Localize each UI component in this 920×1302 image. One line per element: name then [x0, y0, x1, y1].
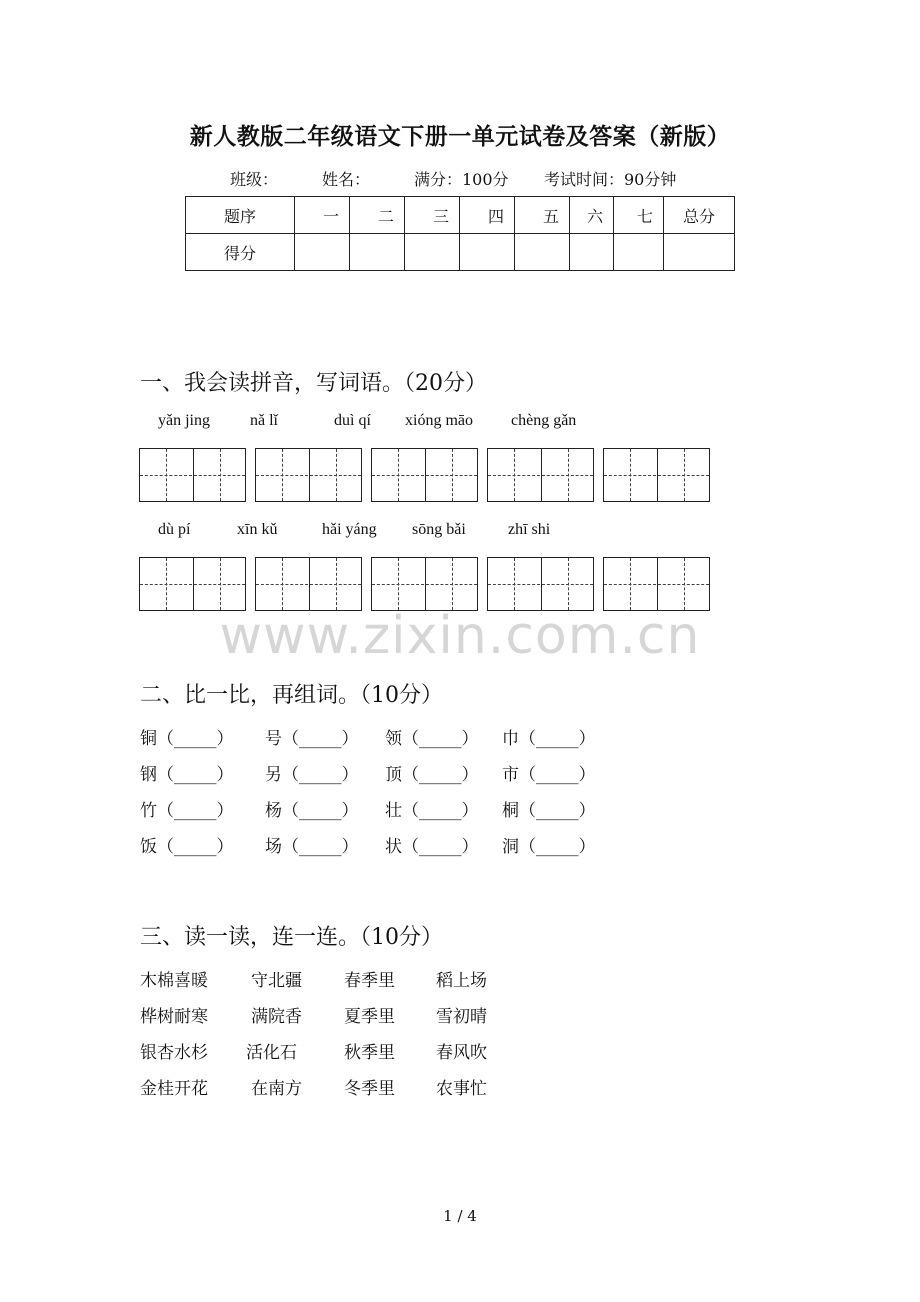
score-entry-cell[interactable] — [614, 234, 664, 271]
table-cell: 二 — [350, 197, 405, 234]
match-item[interactable]: 春风吹 — [436, 1043, 487, 1063]
score-table — [185, 196, 735, 271]
match-item[interactable]: 在南方 — [251, 1079, 302, 1099]
match-item[interactable]: 银杏水杉 — [140, 1043, 208, 1063]
match-item[interactable]: 木棉喜暖 — [140, 971, 208, 991]
name-label: 姓名： — [322, 170, 371, 189]
score-entry-cell[interactable] — [460, 234, 515, 271]
pinyin-label: dù pí — [158, 521, 191, 538]
page-title: 新人教版二年级语文下册一单元试卷及答案（新版） — [189, 123, 731, 150]
score-table-score-row — [186, 234, 735, 271]
pinyin-label: sōng bǎi — [412, 521, 466, 538]
score-entry-cell[interactable] — [515, 234, 570, 271]
score-entry-cell[interactable] — [350, 234, 405, 271]
section-1-heading: 一、我会读拼音，写词语。（20分） — [140, 371, 487, 396]
table-cell: 七 — [614, 197, 664, 234]
writing-grid[interactable] — [255, 557, 362, 611]
writing-grid[interactable] — [487, 557, 594, 611]
compare-item[interactable]: 壮（_____） — [385, 801, 479, 821]
match-item[interactable]: 守北疆 — [251, 971, 302, 991]
match-item[interactable]: 金桂开花 — [140, 1079, 208, 1099]
pinyin-label: yǎn jing — [158, 412, 210, 429]
compare-item[interactable]: 场（_____） — [265, 837, 359, 857]
watermark: www.zixin.com.cn — [219, 606, 701, 666]
pinyin-label: chèng gǎn — [511, 412, 577, 429]
writing-grid[interactable] — [487, 448, 594, 502]
writing-grid[interactable] — [139, 448, 246, 502]
writing-grid[interactable] — [371, 557, 478, 611]
match-item[interactable]: 桦树耐寒 — [140, 1007, 208, 1027]
match-item[interactable]: 冬季里 — [344, 1079, 395, 1099]
match-item[interactable]: 秋季里 — [344, 1043, 395, 1063]
compare-item[interactable]: 竹（_____） — [140, 801, 234, 821]
score-entry-cell[interactable] — [405, 234, 460, 271]
match-item[interactable]: 农事忙 — [436, 1079, 487, 1099]
pinyin-label: xīn kǔ — [237, 521, 278, 538]
compare-item[interactable]: 饭（_____） — [140, 837, 234, 857]
writing-grid[interactable] — [139, 557, 246, 611]
match-item[interactable]: 满院香 — [251, 1007, 302, 1027]
score-table-header-row — [186, 197, 735, 234]
pinyin-label: xióng māo — [405, 412, 473, 429]
score-entry-cell[interactable] — [295, 234, 350, 271]
compare-item[interactable]: 洞（_____） — [502, 837, 596, 857]
compare-item[interactable]: 杨（_____） — [265, 801, 359, 821]
table-cell: 一 — [295, 197, 350, 234]
compare-item[interactable]: 另（_____） — [265, 765, 359, 785]
pinyin-label: duì qí — [334, 412, 371, 429]
match-item[interactable]: 春季里 — [344, 971, 395, 991]
compare-item[interactable]: 领（_____） — [385, 729, 479, 749]
table-cell: 总分 — [664, 197, 735, 234]
match-item[interactable]: 活化石 — [246, 1043, 297, 1063]
section-3-heading: 三、读一读，连一连。（10分） — [140, 925, 443, 950]
table-cell: 题序 — [186, 197, 295, 234]
score-entry-cell[interactable] — [570, 234, 614, 271]
writing-grid[interactable] — [603, 448, 710, 502]
compare-item[interactable]: 市（_____） — [502, 765, 596, 785]
writing-grid[interactable] — [371, 448, 478, 502]
full-score-label: 满分：100分 — [414, 170, 509, 189]
table-cell: 四 — [460, 197, 515, 234]
compare-item[interactable]: 桐（_____） — [502, 801, 596, 821]
exam-time-label: 考试时间：90分钟 — [544, 170, 677, 189]
score-entry-cell[interactable] — [664, 234, 735, 271]
compare-item[interactable]: 钢（_____） — [140, 765, 234, 785]
pinyin-label: zhī shi — [508, 521, 551, 538]
compare-item[interactable]: 顶（_____） — [385, 765, 479, 785]
match-item[interactable]: 夏季里 — [344, 1007, 395, 1027]
table-cell: 五 — [515, 197, 570, 234]
class-label: 班级： — [230, 170, 279, 189]
writing-grid[interactable] — [603, 557, 710, 611]
compare-item[interactable]: 铜（_____） — [140, 729, 234, 749]
table-cell: 六 — [570, 197, 614, 234]
pinyin-label: hǎi yáng — [322, 521, 377, 538]
pinyin-label: nǎ lǐ — [250, 412, 278, 429]
match-item[interactable]: 稻上场 — [436, 971, 487, 991]
compare-item[interactable]: 巾（_____） — [502, 729, 596, 749]
page-number: 1 / 4 — [443, 1207, 477, 1225]
writing-grid[interactable] — [255, 448, 362, 502]
section-2-heading: 二、比一比，再组词。（10分） — [140, 683, 443, 708]
table-cell: 得分 — [186, 234, 295, 271]
table-cell: 三 — [405, 197, 460, 234]
match-item[interactable]: 雪初晴 — [436, 1007, 487, 1027]
compare-item[interactable]: 号（_____） — [265, 729, 359, 749]
compare-item[interactable]: 状（_____） — [385, 837, 479, 857]
